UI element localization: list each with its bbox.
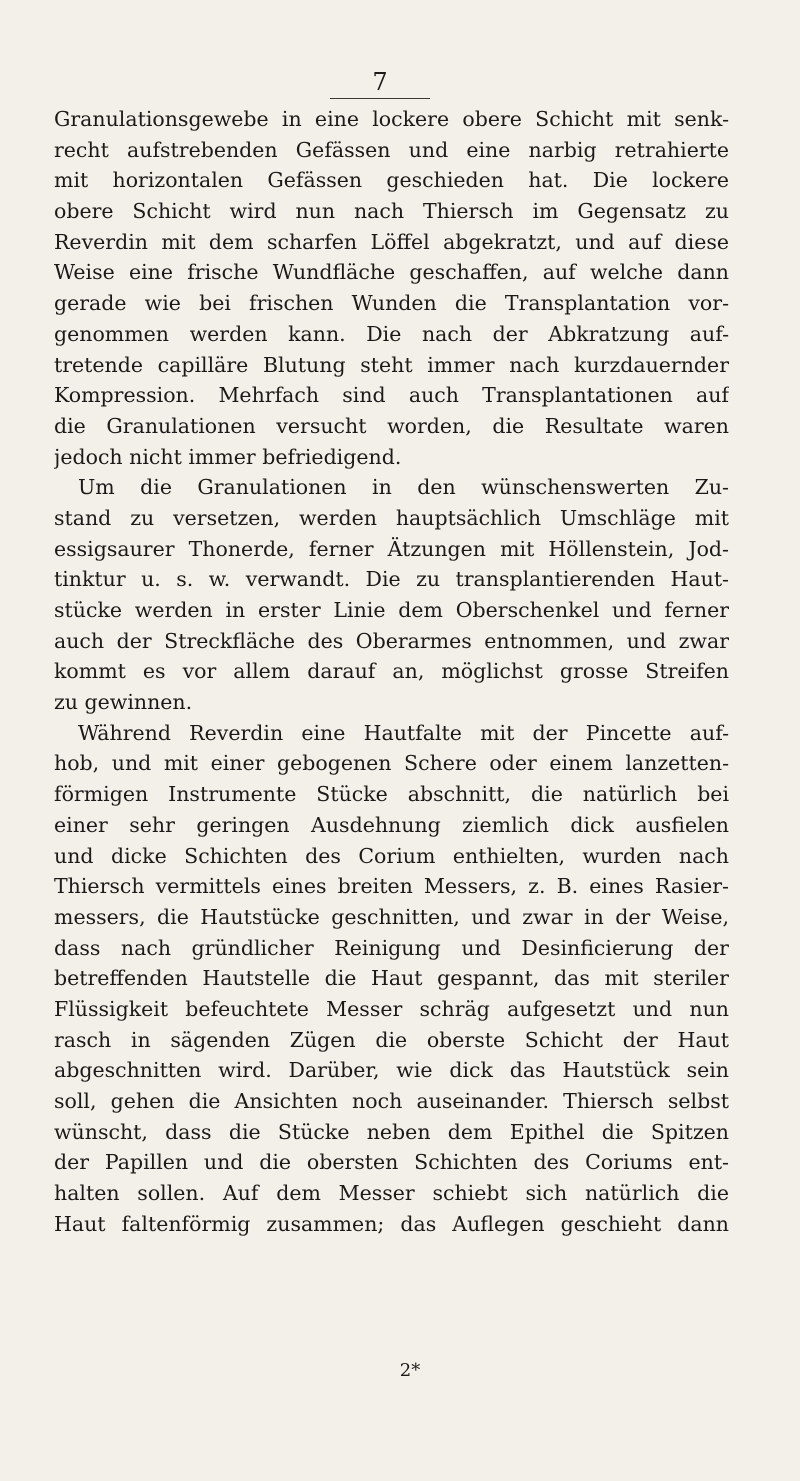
text-line: Kompression. Mehrfach sind auch Transplantationen auf bbox=[54, 383, 729, 408]
text-line: mit horizontalen Gefässen geschieden hat. Die lockere bbox=[54, 168, 729, 193]
text-line: Thiersch vermittels eines breiten Messers, z. B. eines Rasier- bbox=[54, 874, 729, 899]
text-line: jedoch nicht immer befriedigend. bbox=[54, 444, 402, 469]
text-line: tinktur u. s. w. verwandt. Die zu transplantierenden Haut- bbox=[54, 567, 729, 592]
text-line: zu gewinnen. bbox=[54, 690, 193, 715]
text-line: stücke werden in erster Linie dem Oberschenkel und ferner bbox=[54, 598, 729, 622]
text-line: obere Schicht wird nun nach Thiersch im Gegensatz zu bbox=[54, 199, 729, 224]
text-line: abgeschnitten wird. Darüber, wie dick das Hautstück sein bbox=[54, 1058, 729, 1083]
text-line: Weise eine frische Wundfläche geschaffen, auf welche dann bbox=[54, 260, 729, 285]
text-line: Um die Granulationen in den wünschenswerten Zu- bbox=[78, 475, 729, 500]
text-line: und dicke Schichten des Corium enthielten, wurden nach bbox=[54, 843, 729, 868]
text-line: gerade wie bei frischen Wunden die Transplantation vor- bbox=[54, 291, 729, 316]
text-line: förmigen Instrumente Stücke abschnitt, die natürlich bei bbox=[54, 782, 729, 807]
text-line: halten sollen. Auf dem Messer schiebt sich natürlich die bbox=[54, 1181, 729, 1206]
signature-mark: 2* bbox=[399, 1360, 421, 1381]
text-line: rasch in sägenden Zügen die oberste Schicht der Haut bbox=[54, 1027, 729, 1052]
text-line: Während Reverdin eine Hautfalte mit der Pincette auf- bbox=[78, 720, 729, 745]
text-line: dass nach gründlicher Reinigung und Desinficierung der bbox=[54, 935, 729, 960]
text-line: die Granulationen versucht worden, die Resultate waren bbox=[54, 413, 729, 438]
text-line: Haut faltenförmig zusammen; das Auflegen geschieht dann bbox=[54, 1211, 729, 1236]
text-line: wünscht, dass die Stücke neben dem Epithel die Spitzen bbox=[54, 1119, 729, 1144]
text-line: der Papillen und die obersten Schichten des Coriums ent- bbox=[54, 1150, 729, 1175]
text-line: recht aufstrebenden Gefässen und eine narbig retrahierte bbox=[54, 137, 729, 162]
text-line: betreffenden Hautstelle die Haut gespannt, das mit steriler bbox=[54, 966, 729, 991]
text-line: kommt es vor allem darauf an, möglichst grosse Streifen bbox=[54, 659, 729, 684]
text-line: auch der Streckfläche des Oberarmes entnommen, und zwar bbox=[54, 628, 729, 653]
text-line: essigsaurer Thonerde, ferner Ätzungen mit Höllenstein, Jod- bbox=[54, 536, 729, 561]
page-number: 7 bbox=[372, 68, 388, 96]
text-line: soll, gehen die Ansichten noch auseinander. Thiersch selbst bbox=[54, 1089, 729, 1113]
text-line: Reverdin mit dem scharfen Löffel abgekratzt, und auf diese bbox=[54, 229, 729, 254]
text-line: messers, die Hautstücke geschnitten, und zwar in der Weise, bbox=[54, 904, 729, 929]
text-line: Granulationsgewebe in eine lockere obere Schicht mit senk- bbox=[54, 107, 729, 131]
header-rule bbox=[330, 98, 430, 99]
text-line: einer sehr geringen Ausdehnung ziemlich dick ausfielen bbox=[54, 812, 729, 837]
text-line: stand zu versetzen, werden hauptsächlich Umschläge mit bbox=[54, 505, 729, 530]
text-line: genommen werden kann. Die nach der Abkratzung auf- bbox=[54, 321, 729, 346]
text-line: Flüssigkeit befeuchtete Messer schräg aufgesetzt und nun bbox=[54, 996, 729, 1021]
body-text bbox=[54, 104, 729, 1239]
text-line: hob, und mit einer gebogenen Schere oder einem lanzetten- bbox=[54, 751, 729, 776]
text-line: tretende capilläre Blutung steht immer nach kurzdauernder bbox=[54, 352, 729, 377]
